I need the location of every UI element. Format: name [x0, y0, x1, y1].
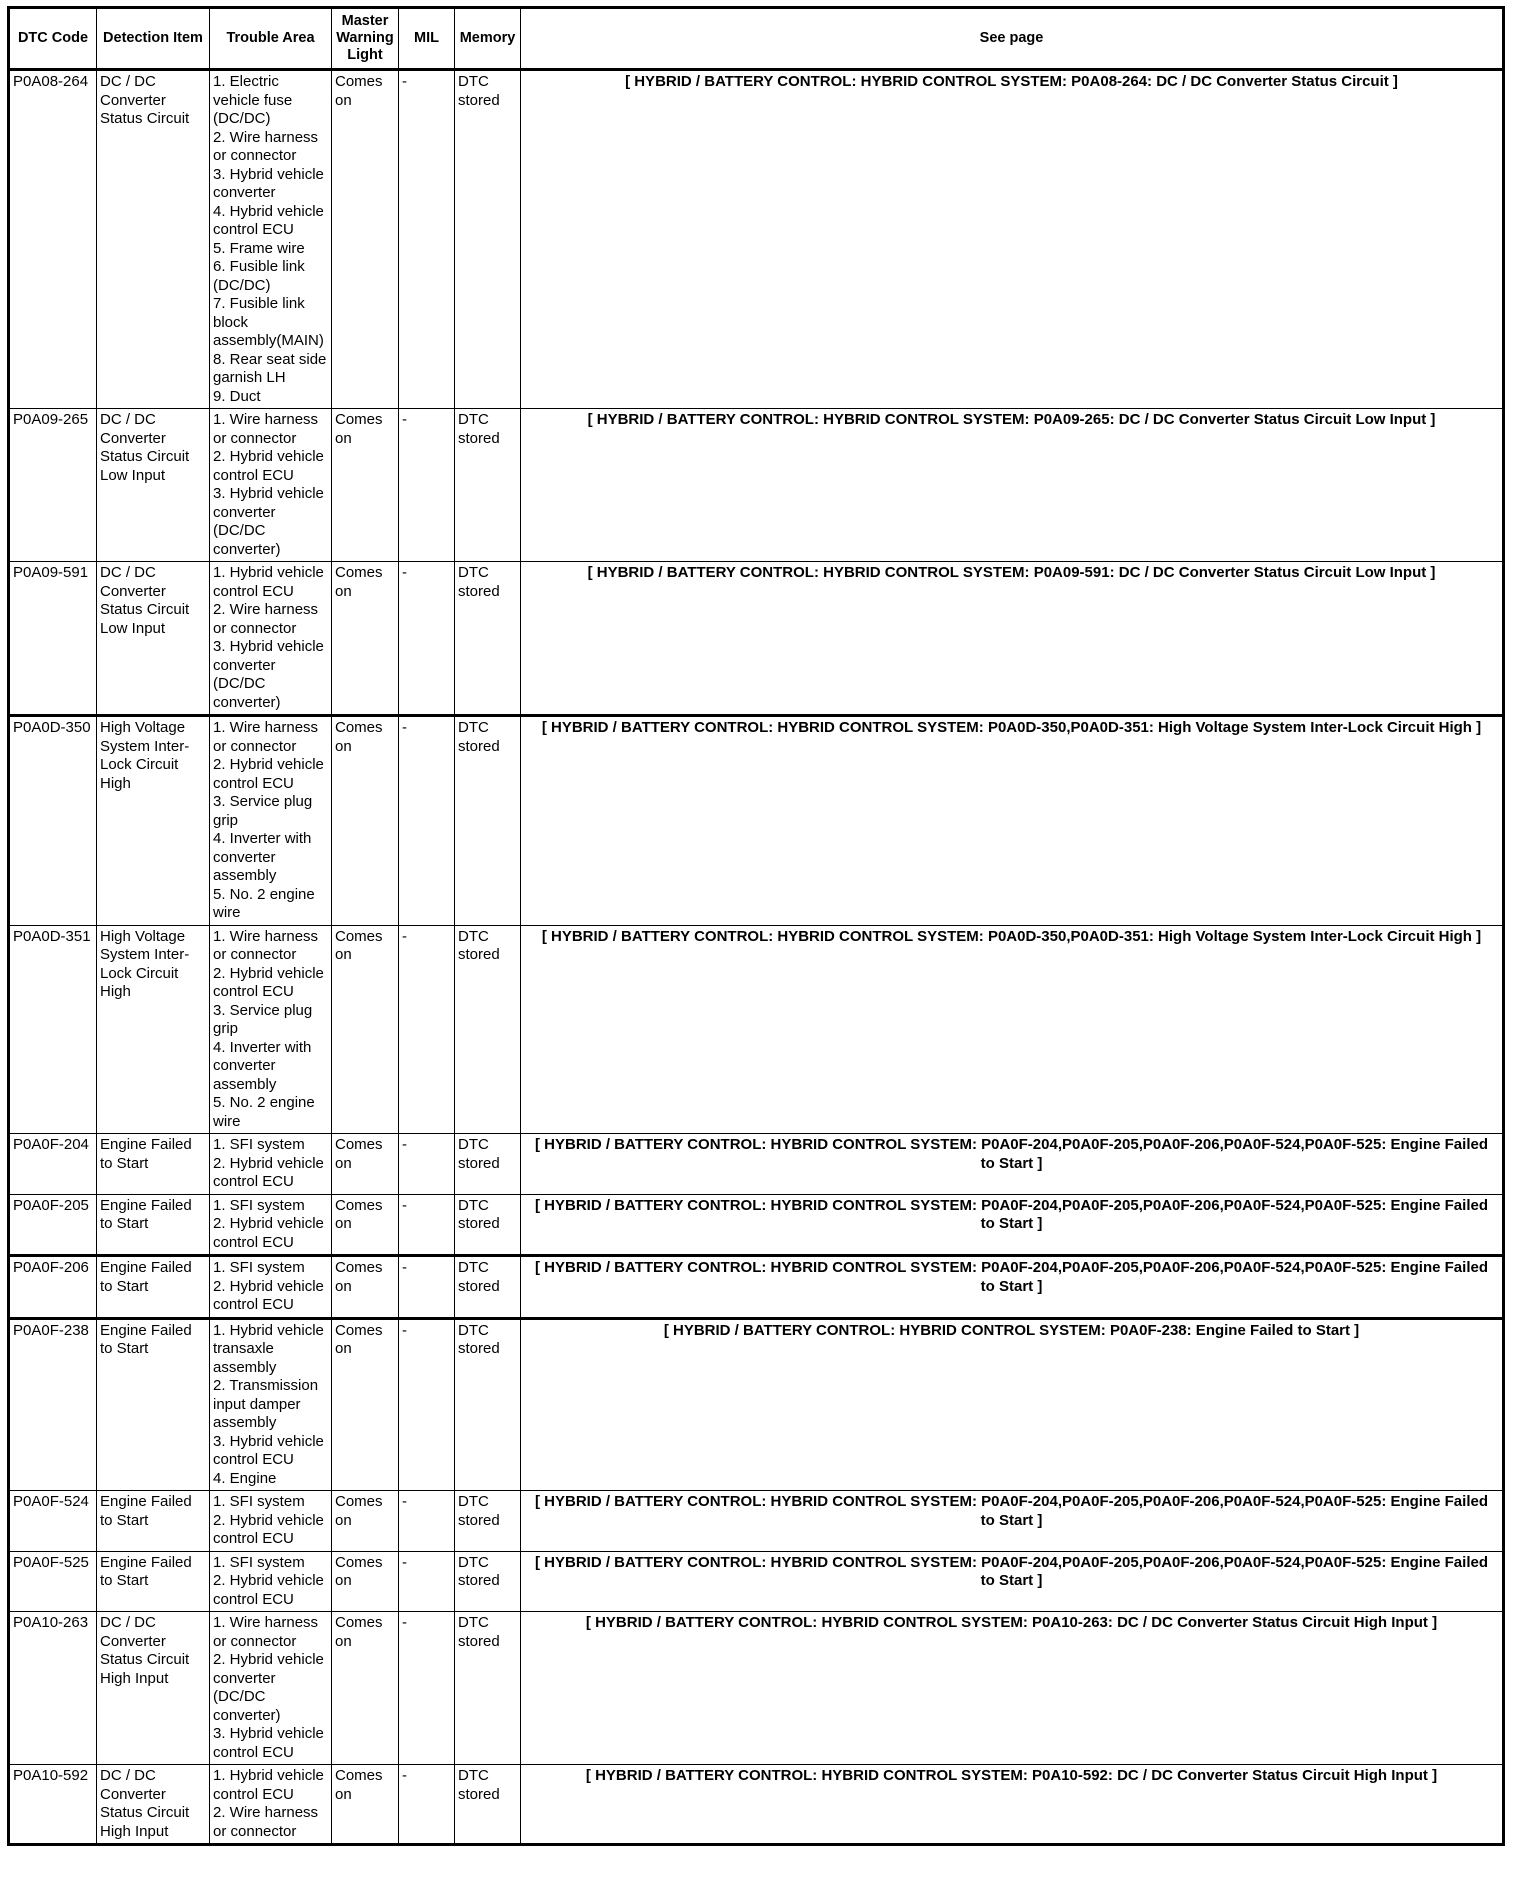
see-page-link[interactable]: [ HYBRID / BATTERY CONTROL: HYBRID CONTROL SYSTEM: P0A08-264: DC / DC Converter Status Circuit ] [521, 70, 1504, 409]
header-master-warning-light: Master Warning Light [332, 8, 399, 70]
see-page-link[interactable]: [ HYBRID / BATTERY CONTROL: HYBRID CONTROL SYSTEM: P0A0F-204,P0A0F-205,P0A0F-206,P0A0F-524,P0A0F-525: Engine Failed to Start ] [521, 1551, 1504, 1612]
mil-cell: - [399, 1194, 455, 1256]
memory-cell: DTC stored [455, 1256, 521, 1319]
trouble-area-item: 1. Electric vehicle fuse (DC/DC) [213, 73, 293, 127]
header-see-page: See page [521, 8, 1504, 70]
table-row [9, 1256, 1504, 1319]
mil-cell: - [399, 925, 455, 1134]
trouble-area-item: 3. Hybrid vehicle control ECU [213, 1725, 324, 1761]
table-row [9, 1134, 1504, 1195]
trouble-area-cell [210, 1194, 332, 1256]
detection-item-cell: Engine Failed to Start [97, 1134, 210, 1195]
trouble-area-item: 1. Hybrid vehicle control ECU [213, 1767, 324, 1803]
header-trouble-area: Trouble Area [210, 8, 332, 70]
trouble-area-item: 2. Hybrid vehicle control ECU [213, 756, 324, 792]
header-mil: MIL [399, 8, 455, 70]
master-warning-light-cell: Comes on [332, 1551, 399, 1612]
trouble-area-item: 3. Hybrid vehicle converter [213, 165, 324, 201]
trouble-area-item: 1. Wire harness or connector [213, 1614, 319, 1650]
trouble-area-item: 1. Wire harness or connector [213, 411, 319, 447]
memory-cell: DTC stored [455, 1765, 521, 1845]
trouble-area-item: 2. Wire harness or connector [213, 1804, 319, 1840]
trouble-area-item: 7. Fusible link block assembly(MAIN) [213, 295, 324, 349]
trouble-area-item: 3. Hybrid vehicle converter (DC/DC converter) [213, 638, 324, 711]
see-page-link[interactable]: [ HYBRID / BATTERY CONTROL: HYBRID CONTROL SYSTEM: P0A0D-350,P0A0D-351: High Voltage System Inter-Lock Circuit High ] [521, 716, 1504, 926]
mil-cell: - [399, 1612, 455, 1765]
see-page-link[interactable]: [ HYBRID / BATTERY CONTROL: HYBRID CONTROL SYSTEM: P0A0D-350,P0A0D-351: High Voltage System Inter-Lock Circuit High ] [521, 925, 1504, 1134]
header-memory: Memory [455, 8, 521, 70]
master-warning-light-cell: Comes on [332, 70, 399, 409]
see-page-link[interactable]: [ HYBRID / BATTERY CONTROL: HYBRID CONTROL SYSTEM: P0A0F-204,P0A0F-205,P0A0F-206,P0A0F-524,P0A0F-525: Engine Failed to Start ] [521, 1194, 1504, 1256]
trouble-area-cell [210, 1134, 332, 1195]
see-page-link[interactable]: [ HYBRID / BATTERY CONTROL: HYBRID CONTROL SYSTEM: P0A10-592: DC / DC Converter Status Circuit High Input ] [521, 1765, 1504, 1845]
table-row [9, 1765, 1504, 1845]
mil-cell: - [399, 716, 455, 926]
see-page-link[interactable]: [ HYBRID / BATTERY CONTROL: HYBRID CONTROL SYSTEM: P0A10-263: DC / DC Converter Status Circuit High Input ] [521, 1612, 1504, 1765]
mil-cell: - [399, 409, 455, 562]
trouble-area-item: 2. Hybrid vehicle converter (DC/DC converter) [213, 1651, 324, 1724]
trouble-area-item: 3. Hybrid vehicle converter (DC/DC converter) [213, 485, 324, 558]
detection-item-cell: Engine Failed to Start [97, 1318, 210, 1491]
trouble-area-item: 1. SFI system [213, 1553, 305, 1571]
mil-cell: - [399, 1256, 455, 1319]
memory-cell: DTC stored [455, 1318, 521, 1491]
dtc-table [7, 6, 1505, 1846]
trouble-area-item: 1. Wire harness or connector [213, 927, 319, 963]
detection-item-cell: Engine Failed to Start [97, 1256, 210, 1319]
master-warning-light-cell: Comes on [332, 1194, 399, 1256]
trouble-area-item: 5. No. 2 engine wire [213, 885, 315, 921]
dtc-code-cell: P0A0F-204 [9, 1134, 97, 1195]
trouble-area-item: 3. Service plug grip [213, 793, 313, 829]
table-row [9, 1612, 1504, 1765]
mil-cell: - [399, 1491, 455, 1552]
trouble-area-item: 5. Frame wire [213, 239, 305, 257]
detection-item-cell: Engine Failed to Start [97, 1491, 210, 1552]
trouble-area-item: 2. Wire harness or connector [213, 128, 319, 164]
trouble-area-item: 3. Hybrid vehicle control ECU [213, 1432, 324, 1468]
trouble-area-item: 1. SFI system [213, 1136, 305, 1153]
memory-cell: DTC stored [455, 716, 521, 926]
master-warning-light-cell: Comes on [332, 1491, 399, 1552]
trouble-area-cell [210, 562, 332, 716]
trouble-area-item: 3. Service plug grip [213, 1001, 313, 1037]
master-warning-light-cell: Comes on [332, 1612, 399, 1765]
trouble-area-cell [210, 1256, 332, 1319]
trouble-area-item: 2. Hybrid vehicle control ECU [213, 964, 324, 1000]
trouble-area-item: 4. Inverter with converter assembly [213, 830, 312, 884]
dtc-code-cell: P0A08-264 [9, 70, 97, 409]
trouble-area-item: 1. Hybrid vehicle transaxle assembly [213, 1321, 324, 1376]
trouble-area-item: 2. Hybrid vehicle control ECU [213, 1277, 324, 1313]
detection-item-cell: DC / DC Converter Status Circuit High Input [97, 1612, 210, 1765]
trouble-area-item: 8. Rear seat side garnish LH [213, 350, 327, 386]
see-page-link[interactable]: [ HYBRID / BATTERY CONTROL: HYBRID CONTROL SYSTEM: P0A0F-204,P0A0F-205,P0A0F-206,P0A0F-524,P0A0F-525: Engine Failed to Start ] [521, 1134, 1504, 1195]
detection-item-cell: DC / DC Converter Status Circuit Low Input [97, 562, 210, 716]
trouble-area-item: 2. Hybrid vehicle control ECU [213, 1511, 324, 1547]
table-row [9, 925, 1504, 1134]
mil-cell: - [399, 1551, 455, 1612]
trouble-area-item: 9. Duct [213, 387, 261, 405]
trouble-area-cell [210, 70, 332, 409]
header-detection-item: Detection Item [97, 8, 210, 70]
dtc-code-cell: P0A09-591 [9, 562, 97, 716]
detection-item-cell: DC / DC Converter Status Circuit [97, 70, 210, 409]
detection-item-cell: Engine Failed to Start [97, 1194, 210, 1256]
trouble-area-item: 1. Wire harness or connector [213, 719, 319, 755]
memory-cell: DTC stored [455, 409, 521, 562]
trouble-area-item: 2. Hybrid vehicle control ECU [213, 1572, 324, 1608]
table-header [9, 8, 1504, 70]
master-warning-light-cell: Comes on [332, 1134, 399, 1195]
dtc-code-cell: P0A10-263 [9, 1612, 97, 1765]
detection-item-cell: DC / DC Converter Status Circuit Low Input [97, 409, 210, 562]
dtc-code-cell: P0A0F-238 [9, 1318, 97, 1491]
memory-cell: DTC stored [455, 70, 521, 409]
trouble-area-cell [210, 1318, 332, 1491]
trouble-area-item: 2. Hybrid vehicle control ECU [213, 1215, 324, 1251]
trouble-area-item: 4. Hybrid vehicle control ECU [213, 202, 324, 238]
header-dtc-code: DTC Code [9, 8, 97, 70]
table-body [9, 70, 1504, 1845]
trouble-area-item: 1. SFI system [213, 1196, 305, 1214]
dtc-code-cell: P0A10-592 [9, 1765, 97, 1845]
trouble-area-item: 6. Fusible link (DC/DC) [213, 258, 305, 294]
dtc-code-cell: P0A0F-524 [9, 1491, 97, 1552]
trouble-area-cell [210, 1491, 332, 1552]
trouble-area-item: 4. Engine [213, 1469, 277, 1487]
trouble-area-cell [210, 925, 332, 1134]
see-page-link[interactable]: [ HYBRID / BATTERY CONTROL: HYBRID CONTROL SYSTEM: P0A0F-204,P0A0F-205,P0A0F-206,P0A0F-524,P0A0F-525: Engine Failed to Start ] [521, 1491, 1504, 1552]
see-page-link[interactable]: [ HYBRID / BATTERY CONTROL: HYBRID CONTROL SYSTEM: P0A0F-204,P0A0F-205,P0A0F-206,P0A0F-524,P0A0F-525: Engine Failed to Start ] [521, 1256, 1504, 1319]
master-warning-light-cell: Comes on [332, 925, 399, 1134]
master-warning-light-cell: Comes on [332, 1765, 399, 1845]
table-row [9, 1491, 1504, 1552]
header-row [9, 8, 1504, 70]
see-page-link[interactable]: [ HYBRID / BATTERY CONTROL: HYBRID CONTROL SYSTEM: P0A0F-238: Engine Failed to Start ] [521, 1318, 1504, 1491]
detection-item-cell: High Voltage System Inter-Lock Circuit High [97, 716, 210, 926]
mil-cell: - [399, 1318, 455, 1491]
trouble-area-cell [210, 1765, 332, 1845]
master-warning-light-cell: Comes on [332, 562, 399, 716]
master-warning-light-cell: Comes on [332, 1256, 399, 1319]
detection-item-cell: High Voltage System Inter-Lock Circuit High [97, 925, 210, 1134]
trouble-area-cell [210, 1612, 332, 1765]
dtc-code-cell: P0A0D-351 [9, 925, 97, 1134]
see-page-link[interactable]: [ HYBRID / BATTERY CONTROL: HYBRID CONTROL SYSTEM: P0A09-265: DC / DC Converter Status Circuit Low Input ] [521, 409, 1504, 562]
trouble-area-item: 2. Transmission input damper assembly [213, 1377, 319, 1431]
mil-cell: - [399, 1765, 455, 1845]
table-row [9, 70, 1504, 409]
dtc-code-cell: P0A0F-525 [9, 1551, 97, 1612]
table-row [9, 562, 1504, 716]
dtc-code-cell: P0A0D-350 [9, 716, 97, 926]
memory-cell: DTC stored [455, 925, 521, 1134]
detection-item-cell: DC / DC Converter Status Circuit High Input [97, 1765, 210, 1845]
memory-cell: DTC stored [455, 562, 521, 716]
detection-item-cell: Engine Failed to Start [97, 1551, 210, 1612]
memory-cell: DTC stored [455, 1194, 521, 1256]
trouble-area-cell [210, 1551, 332, 1612]
trouble-area-item: 1. Hybrid vehicle control ECU [213, 564, 324, 600]
master-warning-light-cell: Comes on [332, 1318, 399, 1491]
memory-cell: DTC stored [455, 1491, 521, 1552]
master-warning-light-cell: Comes on [332, 716, 399, 926]
table-row [9, 716, 1504, 926]
memory-cell: DTC stored [455, 1551, 521, 1612]
mil-cell: - [399, 562, 455, 716]
trouble-area-item: 5. No. 2 engine wire [213, 1094, 315, 1130]
dtc-code-cell: P0A0F-206 [9, 1256, 97, 1319]
table-row [9, 1318, 1504, 1491]
table-row [9, 409, 1504, 562]
dtc-code-cell: P0A09-265 [9, 409, 97, 562]
memory-cell: DTC stored [455, 1612, 521, 1765]
table-row [9, 1194, 1504, 1256]
trouble-area-cell [210, 716, 332, 926]
table-row [9, 1551, 1504, 1612]
mil-cell: - [399, 70, 455, 409]
trouble-area-item: 1. SFI system [213, 1493, 305, 1510]
dtc-code-cell: P0A0F-205 [9, 1194, 97, 1256]
trouble-area-item: 4. Inverter with converter assembly [213, 1038, 312, 1093]
trouble-area-item: 2. Wire harness or connector [213, 601, 319, 637]
trouble-area-item: 1. SFI system [213, 1259, 305, 1276]
trouble-area-item: 2. Hybrid vehicle control ECU [213, 448, 324, 484]
trouble-area-cell [210, 409, 332, 562]
see-page-link[interactable]: [ HYBRID / BATTERY CONTROL: HYBRID CONTROL SYSTEM: P0A09-591: DC / DC Converter Status Circuit Low Input ] [521, 562, 1504, 716]
master-warning-light-cell: Comes on [332, 409, 399, 562]
trouble-area-item: 2. Hybrid vehicle control ECU [213, 1154, 324, 1190]
mil-cell: - [399, 1134, 455, 1195]
memory-cell: DTC stored [455, 1134, 521, 1195]
